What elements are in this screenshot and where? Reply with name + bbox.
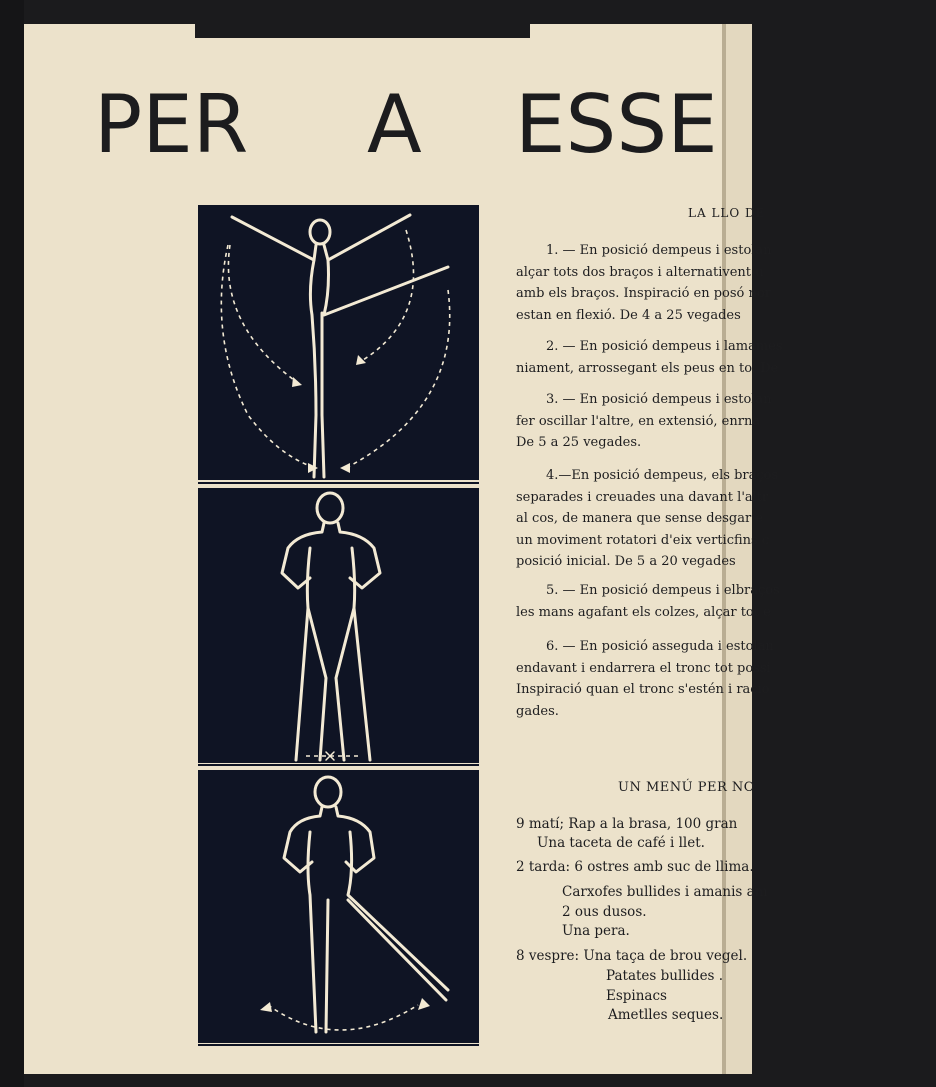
paragraph-line: gades. xyxy=(516,703,559,719)
figure-leg-extended xyxy=(198,770,479,1043)
title-word-a: A xyxy=(367,78,422,171)
paragraph-line: un moviment rotatori d'eix verticfins c xyxy=(516,532,770,548)
menu-line: 2 tarda: 6 ostres amb suc de llima. xyxy=(516,859,754,875)
paragraph-line: 2. — En posició dempeus i lamames xyxy=(546,339,783,354)
paragraph-line: les mans agafant els colzes, alçar tot e xyxy=(516,604,771,620)
section-heading: LA LLO DE xyxy=(688,206,766,220)
panel-divider xyxy=(198,764,479,766)
paragraph-line: alçar tots dos braços i alternativent u xyxy=(516,264,764,280)
page-edge-shadow xyxy=(0,0,24,1087)
menu-line: 8 vespre: Una taça de brou vegel. xyxy=(516,948,748,964)
paragraph-line: 3. — En posició dempeus i estolan xyxy=(546,392,772,407)
paragraph-line: amb els braços. Inspiració en posó nor xyxy=(516,286,771,301)
menu-line: 9 matí; Rap a la brasa, 100 gran xyxy=(516,816,738,832)
article-text-column xyxy=(516,200,783,1070)
menu-line: Espinacs xyxy=(606,988,667,1004)
exercise-paragraph-3 xyxy=(516,389,936,454)
menu-line: Una pera. xyxy=(562,923,630,939)
exercise-illustration-3 xyxy=(198,770,479,1043)
panel-divider xyxy=(198,482,479,484)
title-word-esse: ESSE xyxy=(515,78,718,171)
exercise-paragraph-6 xyxy=(516,636,936,722)
paragraph-line: fer oscillar l'altre, en extensió, enrna xyxy=(516,413,761,429)
title-word-per: PER xyxy=(94,78,249,171)
exercise-illustration-1 xyxy=(198,205,479,480)
paragraph-line: endavant i endarrera el tronc tot possi xyxy=(516,660,771,676)
paragraph-line: De 5 a 25 vegades. xyxy=(516,435,642,450)
exercise-paragraph-4 xyxy=(516,465,936,573)
exercise-paragraph-5 xyxy=(516,580,936,623)
paragraph-line: estan en flexió. De 4 a 25 vegades xyxy=(516,307,741,323)
top-black-band xyxy=(195,24,530,38)
menu-line: 2 ous dusos. xyxy=(562,904,647,920)
paragraph-line: niament, arrossegant els peus en to. De xyxy=(516,360,779,376)
paragraph-line: al cos, de manera que sense desgar e xyxy=(516,511,764,526)
panel-divider xyxy=(198,1044,479,1046)
menu-line: Una taceta de café i llet. xyxy=(537,835,705,851)
figure-raised-arms-leg xyxy=(198,205,479,480)
paragraph-line: separades i creuades una davant l'altr xyxy=(516,489,769,505)
menu-line: Ametlles seques. xyxy=(608,1007,724,1023)
paragraph-line: 1. — En posició dempeus i estolan xyxy=(546,243,772,258)
paragraph-line: posició inicial. De 5 a 20 vegades xyxy=(516,554,736,569)
menu-line: Patates bullides . xyxy=(606,968,724,984)
paragraph-line: 5. — En posició dempeus i elbraços xyxy=(546,583,780,598)
paragraph-line: Inspiració quan el tronc s'estén i racio xyxy=(516,682,770,697)
menu-line: Carxofes bullides i amanis am xyxy=(562,884,768,900)
paragraph-line: 4.—En posició dempeus, els braços xyxy=(546,468,779,483)
menu-heading: UN MENÚ PER NO xyxy=(618,780,755,795)
exercise-paragraph-1 xyxy=(516,240,936,326)
figure-hands-on-hips xyxy=(198,488,479,763)
exercise-illustration-2 xyxy=(198,488,479,763)
exercise-paragraph-2 xyxy=(516,336,936,379)
paragraph-line: 6. — En posició asseguda i estolan xyxy=(546,639,774,654)
